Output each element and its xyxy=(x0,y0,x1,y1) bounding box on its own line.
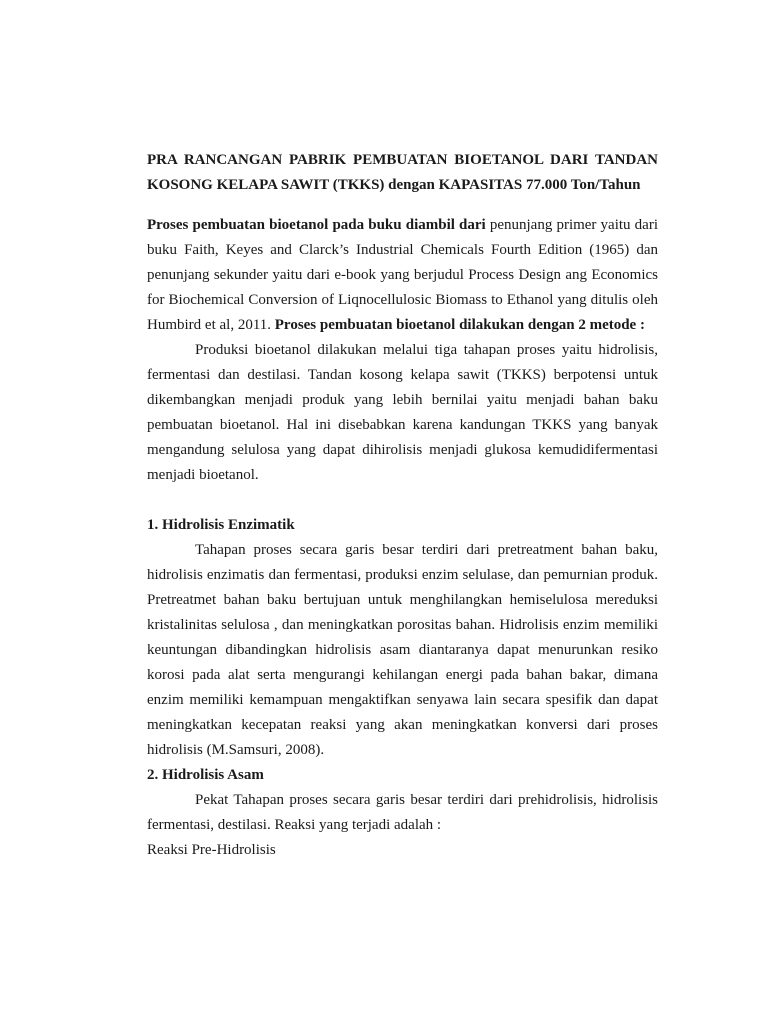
intro-lead-bold: Proses pembuatan bioetanol pada buku diambil dari xyxy=(147,217,486,233)
pre-hydrolysis-label: Reaksi Pre-Hidrolisis xyxy=(147,842,276,858)
spacer xyxy=(147,488,658,513)
document-body xyxy=(147,148,658,863)
document-title: PRA RANCANGAN PABRIK PEMBUATAN BIOETANOL DARI TANDAN KOSONG KELAPA SAWIT (TKKS) dengan KAPASITAS 77.000 Ton/Tahun xyxy=(147,152,658,193)
section-1-heading: 1. Hidrolisis Enzimatik xyxy=(147,517,295,533)
intro-paragraph xyxy=(147,213,658,338)
section-2-heading: 2. Hidrolisis Asam xyxy=(147,767,264,783)
section-1-paragraph: Tahapan proses secara garis besar terdiri dari pretreatment bahan baku, hidrolisis enzimatis dan fermentasi, produksi enzim selulase, dan pemurnian produk. Pretreatmet bahan baku bertujuan untuk menghilangkan hemiselulosa mereduksi kristalinitas selulosa , dan meningkatkan porositas bahan. Hidrolisis enzim memiliki keuntungan dibandingkan hidrolisis asam diantaranya dapat menurunkan resiko korosi pada alat serta mengurangi kehilangan energi pada bahan bakar, dimana enzim memiliki kemampuan mengaktifkan senyawa lain secara spesifik dan dapat meningkatkan kecepatan reaksi yang akan meningkatkan konversi dari proses hidrolisis (M.Samsuri, 2008). xyxy=(147,542,658,758)
intro-body: penunjang primer yaitu dari buku Faith, Keyes and Clarck’s Industrial Chemicals Fourth Edition (1965) dan penunjang sekunder yaitu dari e-book yang berjudul Process Design ang Economics for Biochemical Conversion of Liqnocellulosic Biomass to Ethanol yang ditulis oleh Humbird et al, 2011. xyxy=(147,217,658,333)
section-2-paragraph: Pekat Tahapan proses secara garis besar terdiri dari prehidrolisis, hidrolisis fermentasi, destilasi. Reaksi yang terjadi adalah : xyxy=(147,792,658,833)
intro-tail-bold: Proses pembuatan bioetanol dilakukan dengan 2 metode : xyxy=(274,317,645,333)
production-paragraph: Produksi bioetanol dilakukan melalui tiga tahapan proses yaitu hidrolisis, fermentasi dan destilasi. Tandan kosong kelapa sawit (TKKS) berpotensi untuk dikembangkan menjadi produk yang lebih bernilai yaitu menjadi bahan baku pembuatan bioetanol. Hal ini disebabkan karena kandungan TKKS yang banyak mengandung selulosa yang dapat dihirolisis menjadi glukosa kemudidifermentasi menjadi bioetanol. xyxy=(147,342,658,483)
